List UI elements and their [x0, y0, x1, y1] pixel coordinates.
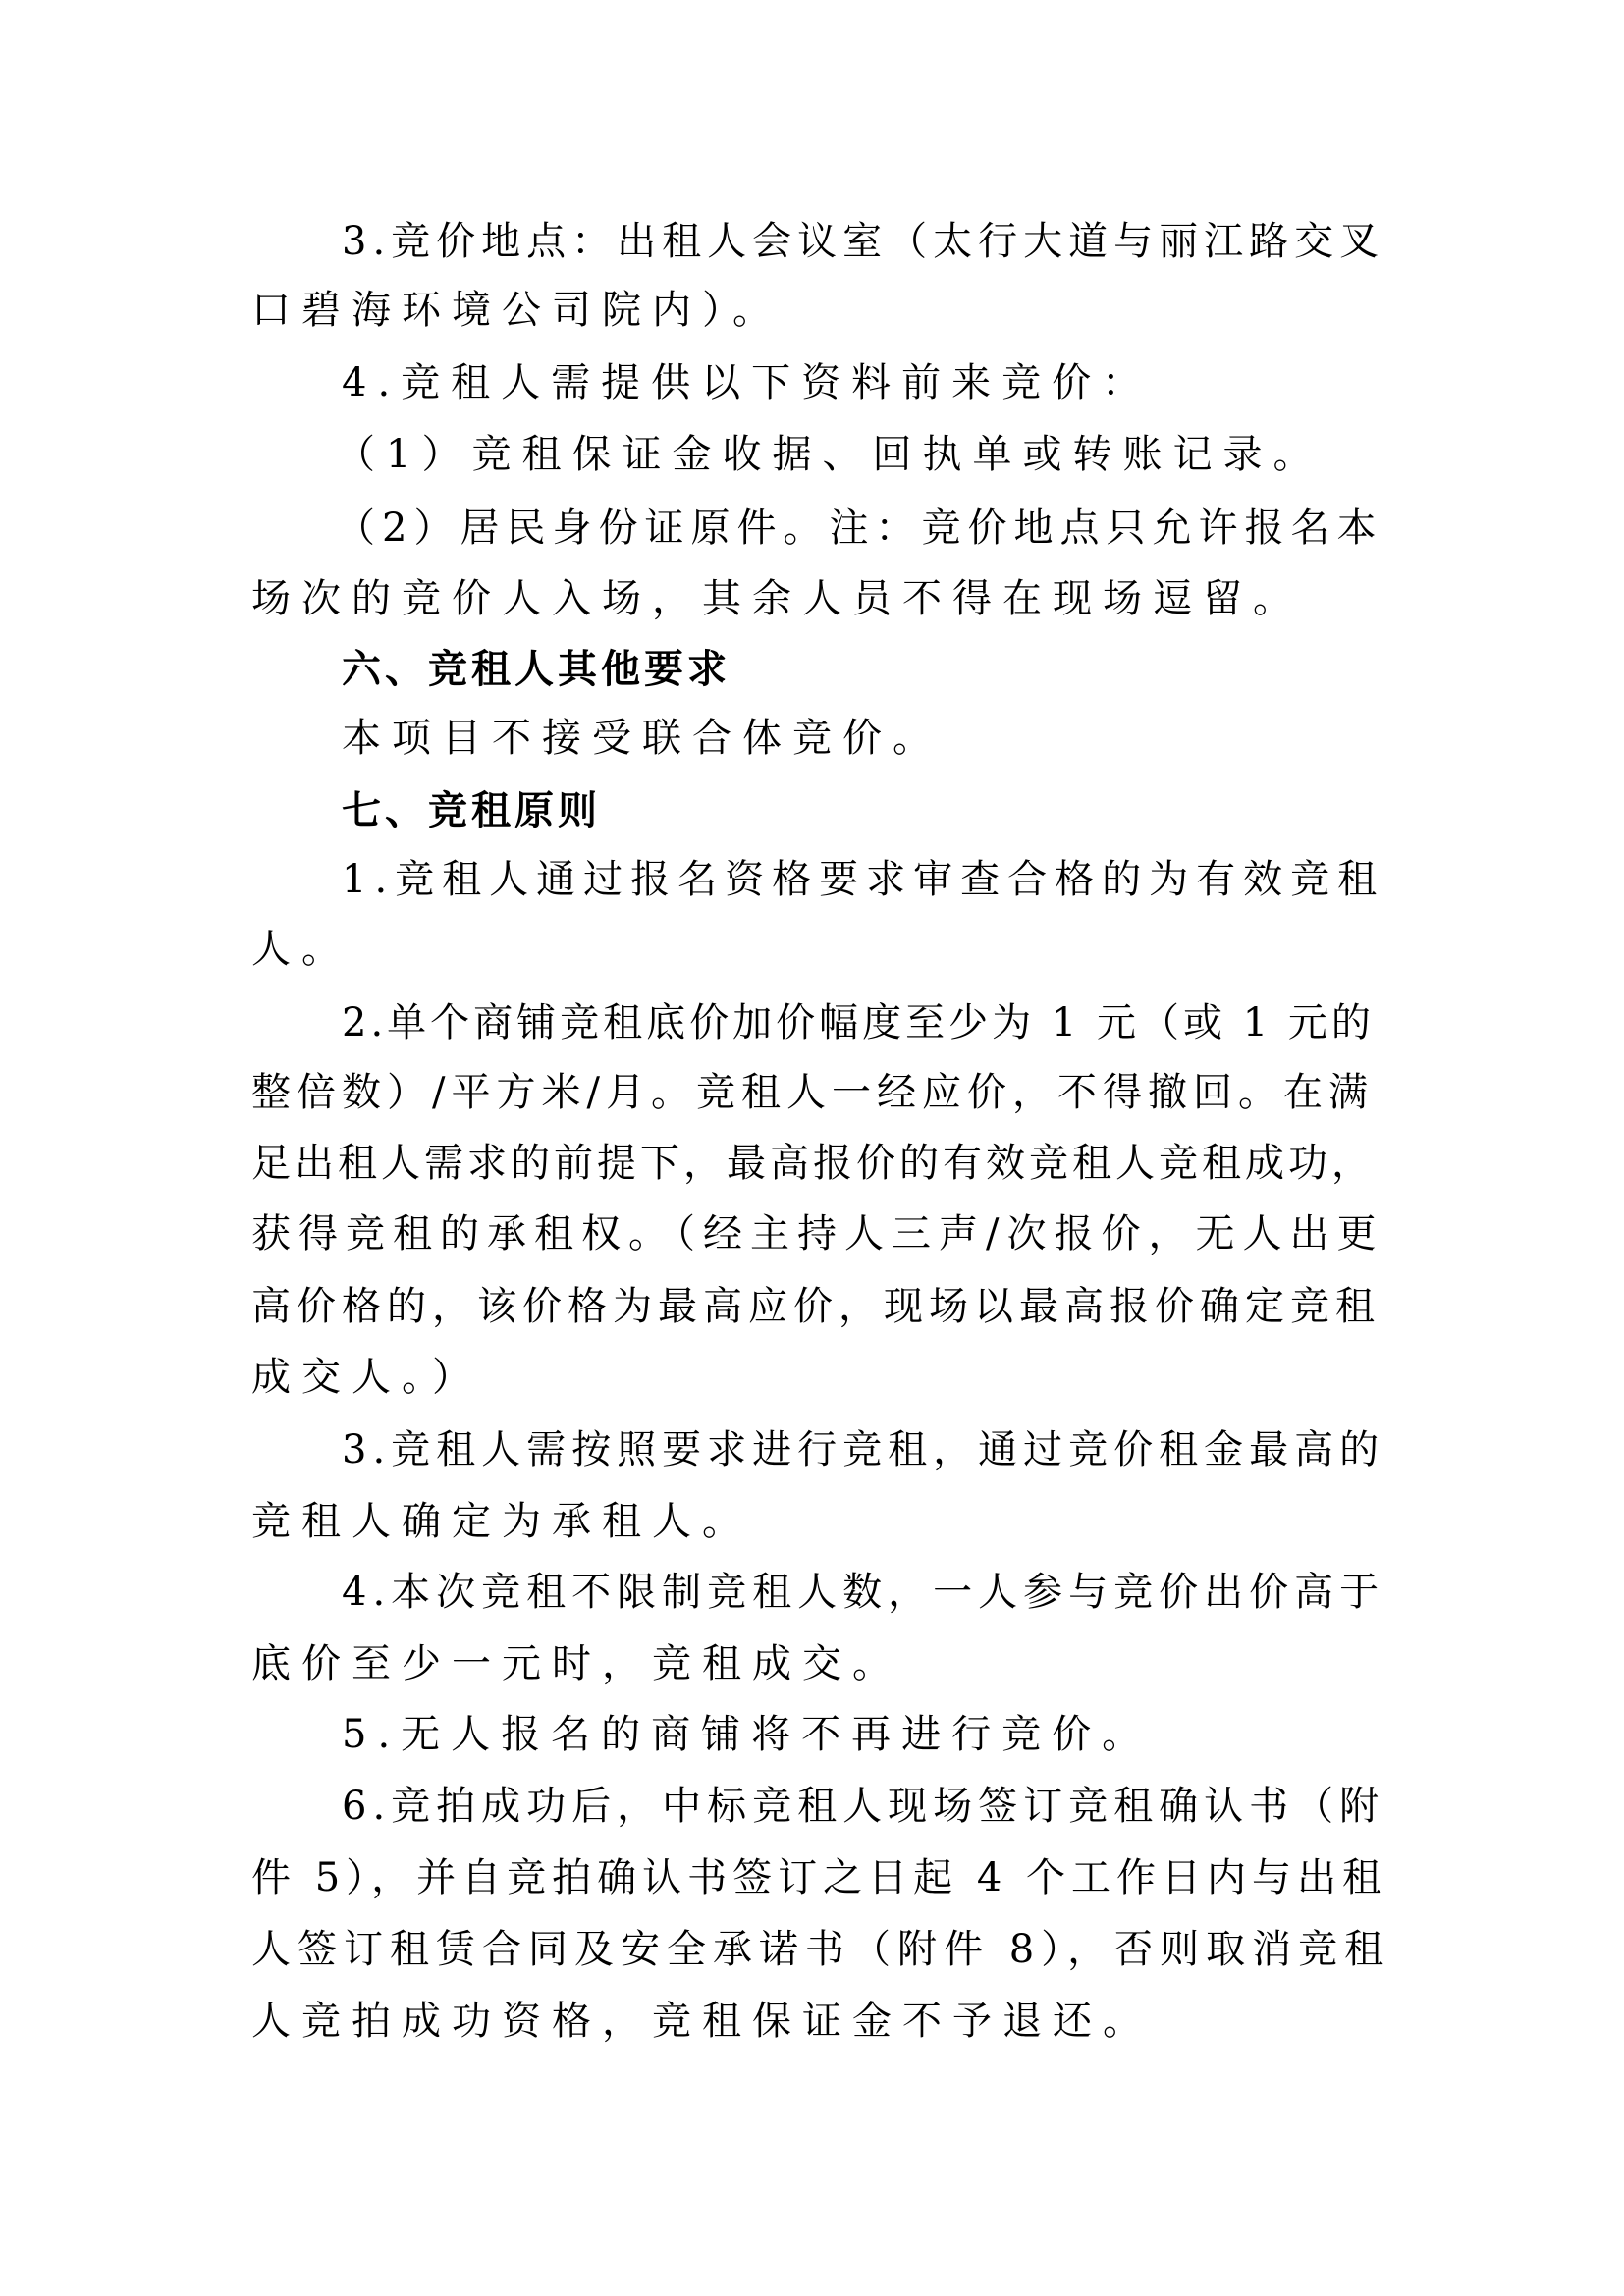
paragraph-line: 整倍数）/平方米/月。竞租人一经应价，不得撤回。在满	[251, 1070, 1374, 1115]
paragraph-line: 人签订租赁合同及安全承诺书（附件 8），否则取消竞租	[251, 1927, 1391, 1972]
paragraph-line: （1）竞租保证金收据、回执单或转账记录。	[336, 432, 1324, 477]
paragraph-line: 底价至少一元时，竞租成交。	[251, 1641, 902, 1686]
paragraph-line: （2）居民身份证原件。注：竞价地点只允许报名本	[336, 506, 1383, 551]
paragraph-line: 本项目不接受联合体竞价。	[342, 716, 943, 761]
section-heading: 七、竞租原则	[342, 788, 601, 833]
section-heading: 六、竞租人其他要求	[342, 647, 731, 692]
paragraph-line: 6.竞拍成功后，中标竞租人现场签订竞租确认书（附	[342, 1784, 1385, 1829]
paragraph-line: 1.竞租人通过报名资格要求审查合格的为有效竞租	[342, 857, 1385, 902]
paragraph-line: 2.单个商铺竞租底价加价幅度至少为 1 元（或 1 元的	[342, 1000, 1375, 1045]
paragraph-line: 获得竞租的承租权。（经主持人三声/次报价，无人出更	[251, 1211, 1384, 1256]
paragraph-line: 人竞拍成功资格，竞租保证金不予退还。	[251, 1999, 1153, 2044]
paragraph-line: 场次的竞价人入场，其余人员不得在现场逗留。	[251, 576, 1303, 621]
paragraph-line: 足出租人需求的前提下，最高报价的有效竞租人竞租成功，	[251, 1141, 1375, 1186]
paragraph-line: 口碧海环境公司院内）。	[251, 288, 783, 333]
paragraph-line: 件 5），并自竞拍确认书签订之日起 4 个工作日内与出租	[251, 1855, 1388, 1900]
paragraph-line: 4.竞租人需提供以下资料前来竞价：	[342, 360, 1153, 405]
paragraph-line: 4.本次竞租不限制竞租人数，一人参与竞价出价高于	[342, 1570, 1385, 1615]
paragraph-line: 5.无人报名的商铺将不再进行竞价。	[342, 1712, 1153, 1757]
paragraph-line: 成交人。）	[251, 1355, 482, 1400]
paragraph-line: 人。	[251, 927, 352, 972]
paragraph-line: 高价格的，该价格为最高应价，现场以最高报价确定竞租	[251, 1284, 1380, 1329]
paragraph-line: 3.竞租人需按照要求进行竞租，通过竞价租金最高的	[342, 1427, 1385, 1472]
paragraph-line: 3.竞价地点：出租人会议室（太行大道与丽江路交叉	[342, 219, 1385, 264]
paragraph-line: 竞租人确定为承租人。	[251, 1499, 752, 1544]
